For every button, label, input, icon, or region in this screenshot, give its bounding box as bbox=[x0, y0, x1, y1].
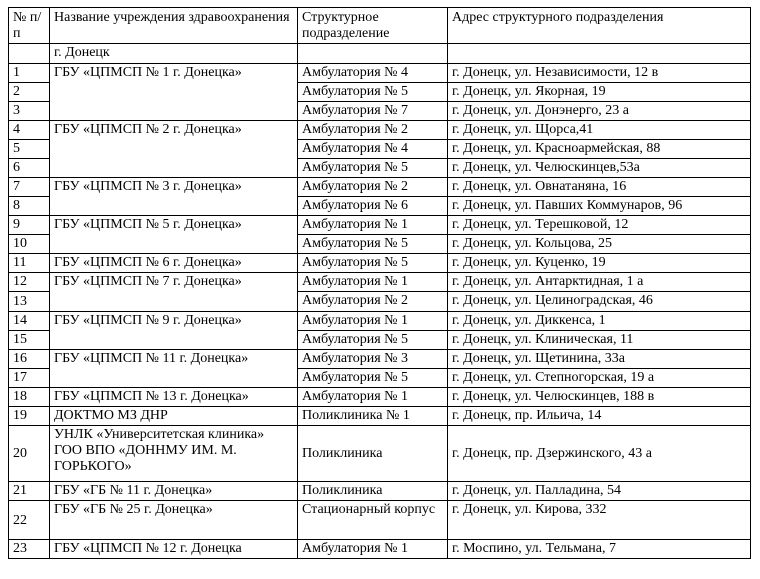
division-cell: Стационарный корпус bbox=[298, 501, 448, 540]
table-header-row bbox=[9, 8, 751, 44]
division-cell: Амбулатория № 5 bbox=[298, 369, 448, 388]
address-cell: г. Донецк, ул. Антарктидная, 1 а bbox=[448, 273, 751, 292]
table-row bbox=[9, 121, 751, 140]
institution-name: ГБУ «ЦПМСП № 2 г. Донецка» bbox=[50, 121, 298, 178]
table-row bbox=[9, 312, 751, 331]
city-row bbox=[9, 44, 751, 64]
table-row bbox=[9, 216, 751, 235]
institution-name: ГБУ «ЦПМСП № 11 г. Донецка» bbox=[50, 350, 298, 388]
row-number: 15 bbox=[9, 331, 50, 350]
row-number: 2 bbox=[9, 83, 50, 102]
institution-name: ГБУ «ГБ № 11 г. Донецка» bbox=[50, 482, 298, 501]
division-cell: Поликлиника bbox=[298, 426, 448, 482]
address-cell: г. Донецк, пр. Дзержинского, 43 а bbox=[448, 426, 751, 482]
division-cell: Амбулатория № 5 bbox=[298, 235, 448, 254]
address-cell: г. Донецк, ул. Кольцова, 25 bbox=[448, 235, 751, 254]
address-cell: г. Донецк, ул. Палладина, 54 bbox=[448, 482, 751, 501]
header-name: Название учреждения здравоохранения bbox=[50, 8, 298, 44]
address-cell: г. Донецк, пр. Ильича, 14 bbox=[448, 407, 751, 426]
header-division: Структурное подразделение bbox=[298, 8, 448, 44]
row-number: 3 bbox=[9, 102, 50, 121]
row-number: 18 bbox=[9, 388, 50, 407]
division-cell: Амбулатория № 5 bbox=[298, 159, 448, 178]
address-cell: г. Донецк, ул. Куценко, 19 bbox=[448, 254, 751, 273]
address-cell: г. Донецк, ул. Красноармейская, 88 bbox=[448, 140, 751, 159]
division-cell: Амбулатория № 2 bbox=[298, 178, 448, 197]
address-cell: г. Донецк, ул. Щорса,41 bbox=[448, 121, 751, 140]
division-cell: Амбулатория № 1 bbox=[298, 273, 448, 292]
division-cell: Амбулатория № 2 bbox=[298, 292, 448, 312]
division-cell: Амбулатория № 4 bbox=[298, 64, 448, 83]
institution-name: ГБУ «ЦПМСП № 6 г. Донецка» bbox=[50, 254, 298, 273]
row-number: 8 bbox=[9, 197, 50, 216]
institution-name: ГБУ «ЦПМСП № 9 г. Донецка» bbox=[50, 312, 298, 350]
institution-name: ДОКТМО МЗ ДНР bbox=[50, 407, 298, 426]
institution-name: ГБУ «ЦПМСП № 1 г. Донецка» bbox=[50, 64, 298, 121]
row-number: 5 bbox=[9, 140, 50, 159]
division-cell: Амбулатория № 1 bbox=[298, 312, 448, 331]
division-cell: Амбулатория № 5 bbox=[298, 331, 448, 350]
row-number: 19 bbox=[9, 407, 50, 426]
address-cell: г. Донецк, ул. Клиническая, 11 bbox=[448, 331, 751, 350]
table-row bbox=[9, 540, 751, 559]
division-cell: Амбулатория № 5 bbox=[298, 254, 448, 273]
table-row bbox=[9, 254, 751, 273]
address-cell: г. Донецк, ул. Щетинина, 33а bbox=[448, 350, 751, 369]
table-row bbox=[9, 388, 751, 407]
row-number: 14 bbox=[9, 312, 50, 331]
row-number: 12 bbox=[9, 273, 50, 292]
address-cell: г. Моспино, ул. Тельмана, 7 bbox=[448, 540, 751, 559]
institution-name: ГБУ «ЦПМСП № 5 г. Донецка» bbox=[50, 216, 298, 254]
row-number: 9 bbox=[9, 216, 50, 235]
row-number: 6 bbox=[9, 159, 50, 178]
division-cell: Амбулатория № 5 bbox=[298, 83, 448, 102]
division-cell: Поликлиника bbox=[298, 482, 448, 501]
address-cell: г. Донецк, ул. Донэнерго, 23 а bbox=[448, 102, 751, 121]
address-cell: г. Донецк, ул. Степногорская, 19 а bbox=[448, 369, 751, 388]
division-cell: Амбулатория № 1 bbox=[298, 388, 448, 407]
row-number: 7 bbox=[9, 178, 50, 197]
table-row bbox=[9, 501, 751, 540]
division-cell: Амбулатория № 1 bbox=[298, 216, 448, 235]
row-number: 16 bbox=[9, 350, 50, 369]
table-row bbox=[9, 64, 751, 83]
table-row bbox=[9, 426, 751, 482]
city-heading: г. Донецк bbox=[50, 44, 298, 64]
division-cell: Поликлиника № 1 bbox=[298, 407, 448, 426]
row-number: 10 bbox=[9, 235, 50, 254]
institution-name: УНЛК «Университетская клиника» ГОО ВПО «ДОННМУ ИМ. М. ГОРЬКОГО» bbox=[50, 426, 298, 482]
row-number: 20 bbox=[9, 426, 50, 482]
header-address: Адрес структурного подразделения bbox=[448, 8, 751, 44]
row-number: 13 bbox=[9, 292, 50, 312]
facilities-table bbox=[8, 7, 751, 559]
row-number: 4 bbox=[9, 121, 50, 140]
table-row bbox=[9, 178, 751, 197]
header-num: № п/п bbox=[9, 8, 50, 44]
row-number: 23 bbox=[9, 540, 50, 559]
table-row bbox=[9, 482, 751, 501]
division-cell: Амбулатория № 6 bbox=[298, 197, 448, 216]
table-row bbox=[9, 350, 751, 369]
address-cell: г. Донецк, ул. Челюскинцев,53а bbox=[448, 159, 751, 178]
institution-name: ГБУ «ГБ № 25 г. Донецка» bbox=[50, 501, 298, 540]
row-number: 21 bbox=[9, 482, 50, 501]
row-number: 11 bbox=[9, 254, 50, 273]
division-cell: Амбулатория № 2 bbox=[298, 121, 448, 140]
address-cell: г. Донецк, ул. Кирова, 332 bbox=[448, 501, 751, 540]
row-number: 22 bbox=[9, 501, 50, 540]
division-cell: Амбулатория № 4 bbox=[298, 140, 448, 159]
address-cell: г. Донецк, ул. Независимости, 12 в bbox=[448, 64, 751, 83]
row-number: 1 bbox=[9, 64, 50, 83]
division-cell: Амбулатория № 3 bbox=[298, 350, 448, 369]
institution-name: ГБУ «ЦПМСП № 3 г. Донецка» bbox=[50, 178, 298, 216]
institution-name: ГБУ «ЦПМСП № 7 г. Донецка» bbox=[50, 273, 298, 312]
table-row bbox=[9, 273, 751, 292]
institution-name: ГБУ «ЦПМСП № 13 г. Донецка» bbox=[50, 388, 298, 407]
address-cell: г. Донецк, ул. Овнатаняна, 16 bbox=[448, 178, 751, 197]
address-cell: г. Донецк, ул. Павших Коммунаров, 96 bbox=[448, 197, 751, 216]
address-cell: г. Донецк, ул. Якорная, 19 bbox=[448, 83, 751, 102]
address-cell: г. Донецк, ул. Челюскинцев, 188 в bbox=[448, 388, 751, 407]
division-cell: Амбулатория № 7 bbox=[298, 102, 448, 121]
division-cell: Амбулатория № 1 bbox=[298, 540, 448, 559]
institution-name: ГБУ «ЦПМСП № 12 г. Донецка bbox=[50, 540, 298, 559]
address-cell: г. Донецк, ул. Диккенса, 1 bbox=[448, 312, 751, 331]
address-cell: г. Донецк, ул. Терешковой, 12 bbox=[448, 216, 751, 235]
row-number: 17 bbox=[9, 369, 50, 388]
address-cell: г. Донецк, ул. Целиноградская, 46 bbox=[448, 292, 751, 312]
table-row bbox=[9, 407, 751, 426]
